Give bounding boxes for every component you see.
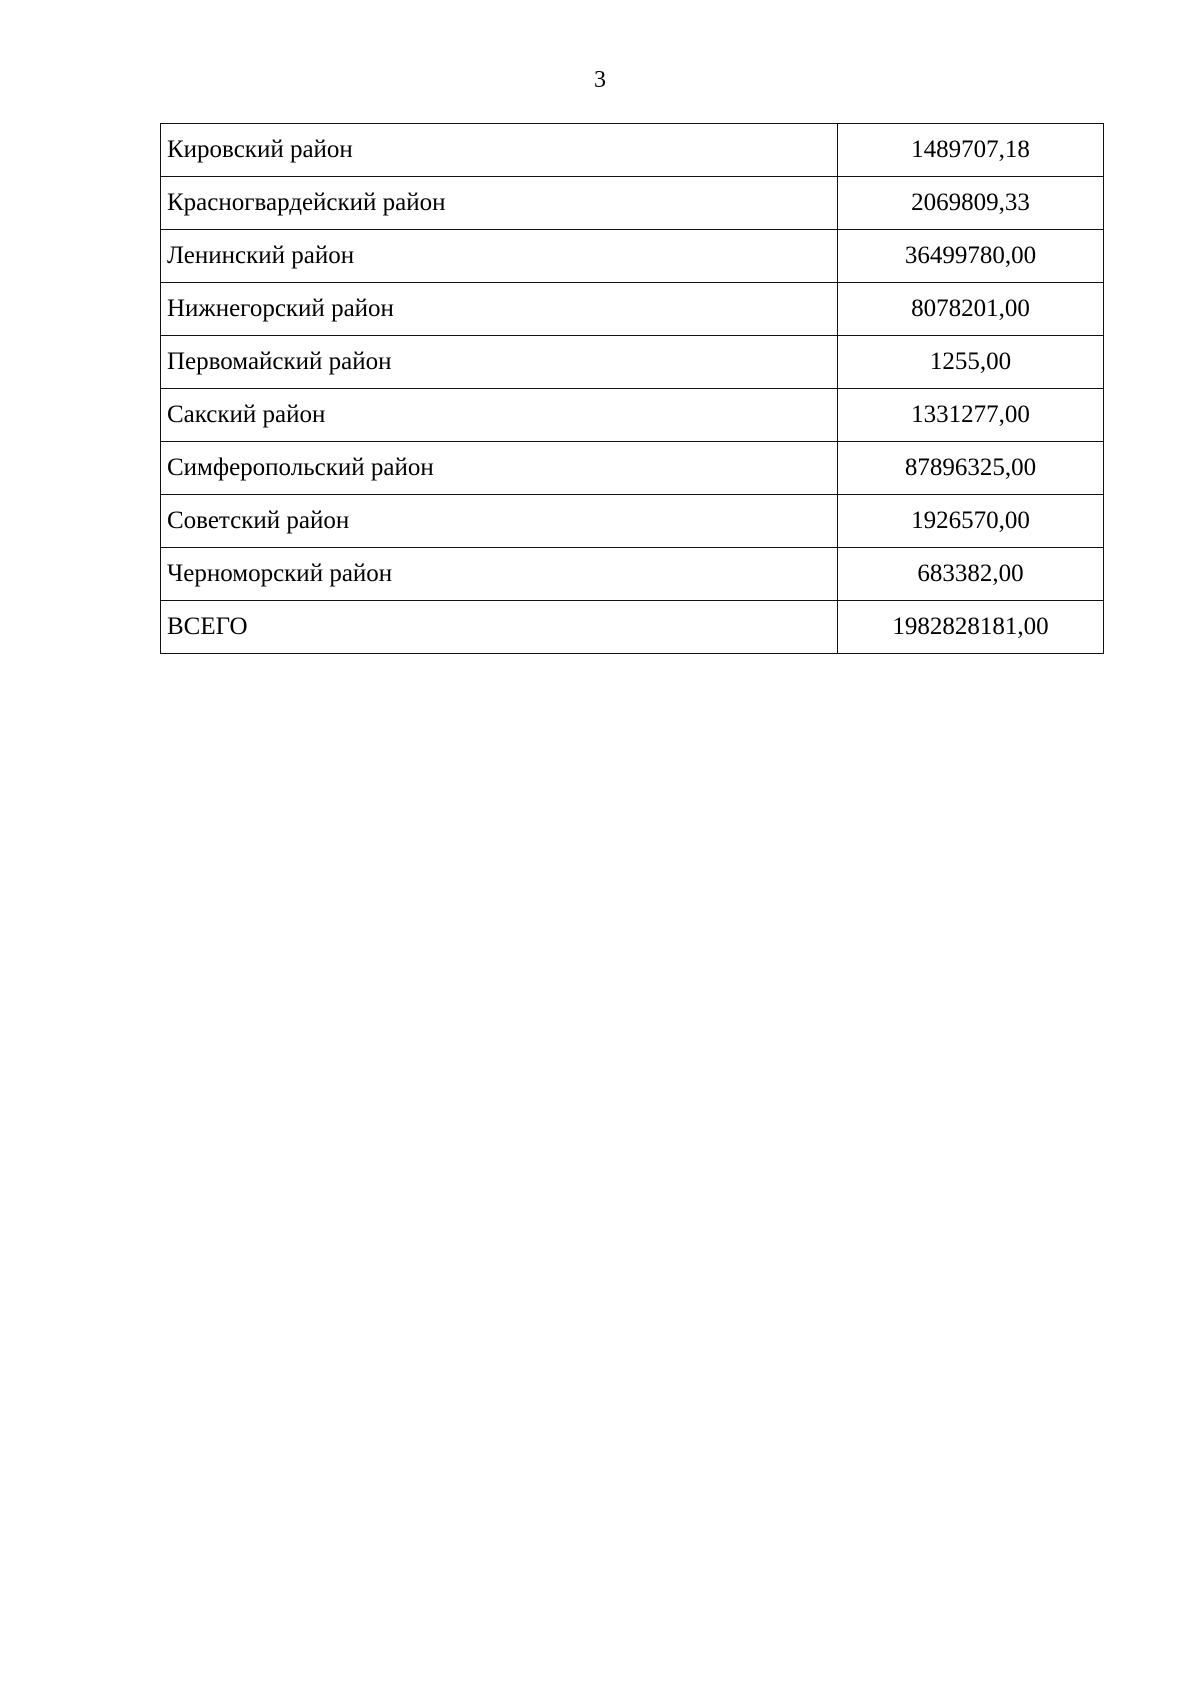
table-row [161, 389, 1104, 442]
district-amounts-table [160, 123, 1104, 654]
district-amount: 1489707,18 [838, 124, 1104, 177]
district-name: Первомайский район [161, 336, 838, 389]
total-amount: 1982828181,00 [838, 601, 1104, 654]
table-row [161, 177, 1104, 230]
table-row [161, 124, 1104, 177]
district-name: Советский район [161, 495, 838, 548]
district-name: Нижнегорский район [161, 283, 838, 336]
total-row [161, 601, 1104, 654]
table-row [161, 495, 1104, 548]
district-name: Красногвардейский район [161, 177, 838, 230]
district-amount: 36499780,00 [838, 230, 1104, 283]
district-name: Кировский район [161, 124, 838, 177]
district-amount: 683382,00 [838, 548, 1104, 601]
district-amount: 2069809,33 [838, 177, 1104, 230]
district-name: Ленинский район [161, 230, 838, 283]
district-amount: 8078201,00 [838, 283, 1104, 336]
district-name: Черноморский район [161, 548, 838, 601]
district-amount: 1926570,00 [838, 495, 1104, 548]
table-row [161, 548, 1104, 601]
district-amount: 87896325,00 [838, 442, 1104, 495]
district-name: Симферопольский район [161, 442, 838, 495]
table-row [161, 230, 1104, 283]
district-amount: 1331277,00 [838, 389, 1104, 442]
total-label: ВСЕГО [161, 601, 838, 654]
table-row [161, 283, 1104, 336]
district-name: Сакский район [161, 389, 838, 442]
district-amount: 1255,00 [838, 336, 1104, 389]
table-row [161, 442, 1104, 495]
page-number: 3 [594, 67, 606, 93]
table-row [161, 336, 1104, 389]
